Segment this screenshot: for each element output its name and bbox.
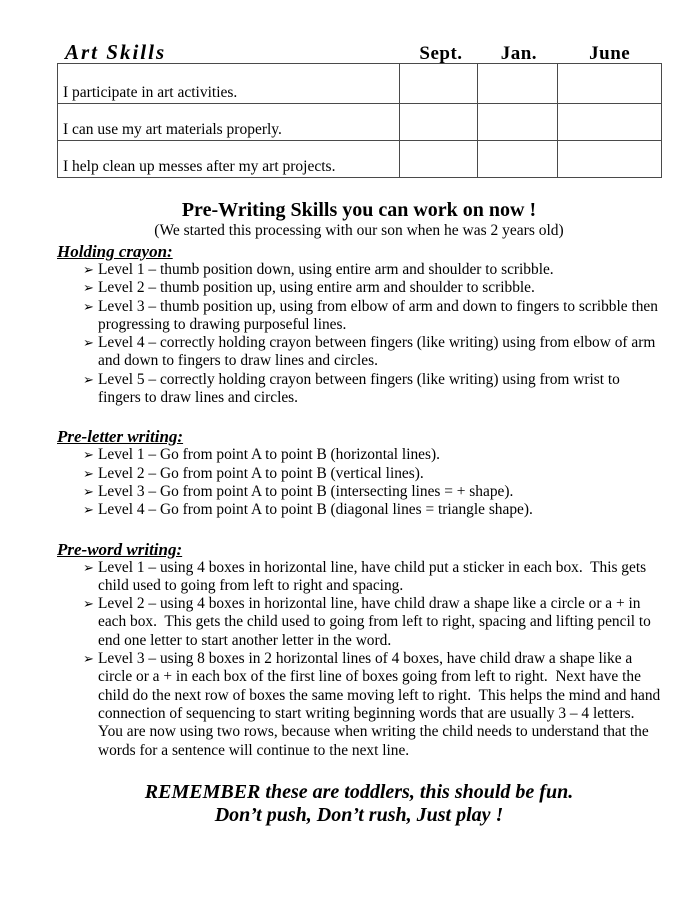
- list-item-text: Level 2 – using 4 boxes in horizontal line, have child draw a shape like a circle or a + in each box. This gets the child used to going from left to right, spacing and lifting pencil to end one letter to start another letter in the word.: [98, 595, 655, 649]
- arrow-bullet-icon: ➢: [83, 597, 94, 613]
- list-item-text: Level 2 – thumb position up, using entire arm and shoulder to scribble.: [98, 279, 535, 297]
- list-item-text: Level 1 – Go from point A to point B (horizontal lines).: [98, 446, 440, 464]
- section-heading: Pre-word writing:: [57, 539, 183, 559]
- list-item-text: Level 3 – Go from point A to point B (intersecting lines = + shape).: [98, 482, 514, 500]
- reminder-line-1: REMEMBER these are toddlers, this should be fun.: [144, 780, 574, 803]
- section-heading: Pre-letter writing:: [57, 427, 184, 447]
- list-item-text: Level 3 – thumb position up, using from elbow of arm and down to fingers to scribble then progressing to drawing purposeful lines.: [98, 297, 662, 333]
- list-item-text: Level 2 – Go from point A to point B (vertical lines).: [98, 464, 424, 482]
- arrow-bullet-icon: ➢: [83, 372, 94, 388]
- list-item: [57, 298, 661, 335]
- list-item-text: Level 5 – correctly holding crayon between fingers (like writing) using from wrist to fingers to draw lines and circles.: [98, 370, 624, 407]
- section-pre-letter-writing: [57, 427, 661, 519]
- section-holding-crayon: [57, 242, 661, 407]
- page-title: Pre-Writing Skills you can work on now !: [181, 199, 537, 221]
- level-list: [57, 261, 661, 407]
- section-heading: Holding crayon:: [57, 242, 173, 261]
- skill-label: I participate in art activities.: [58, 64, 400, 104]
- score-cell-sept-1: [400, 64, 478, 104]
- column-header-sept: Sept.: [419, 43, 463, 64]
- arrow-bullet-icon: ➢: [83, 299, 94, 315]
- list-item: [57, 650, 665, 760]
- list-item-text: Level 3 – using 8 boxes in 2 horizontal lines of 4 boxes, have child draw a shape like a circle or a + in each box of the first line of boxes going from left to right. Next have the child do the next row of boxes the same moving left to right. This helps the mind and hand connection of sequencing to start writing beginning words that are usually 3 – 4 letters. You are now using two rows, because when writing the child needs to understand that the words for a sentence will continue to the next line.: [98, 650, 665, 759]
- list-item: [57, 279, 661, 297]
- reminder-note: [57, 781, 661, 827]
- level-list: [57, 558, 665, 760]
- list-item: [57, 559, 661, 596]
- column-header-jan: Jan.: [500, 43, 538, 64]
- score-cell-jan-3: [478, 141, 558, 178]
- arrow-bullet-icon: ➢: [83, 652, 94, 668]
- arrow-bullet-icon: ➢: [83, 503, 94, 519]
- list-item: [57, 446, 661, 464]
- arrow-bullet-icon: ➢: [83, 448, 94, 464]
- list-item: [57, 465, 661, 483]
- arrow-bullet-icon: ➢: [83, 484, 94, 500]
- table-header-row: [57, 42, 661, 63]
- list-item: [57, 483, 661, 501]
- list-item-text: Level 4 – Go from point A to point B (diagonal lines = triangle shape).: [98, 501, 533, 519]
- arrow-bullet-icon: ➢: [83, 336, 94, 352]
- list-item: [57, 595, 661, 650]
- score-cell-june-1: [558, 64, 662, 104]
- skill-label: I can use my art materials properly.: [58, 104, 400, 141]
- list-item-text: Level 1 – using 4 boxes in horizontal line, have child put a sticker in each box. This gets child used to going from left to right and spacing.: [98, 558, 650, 594]
- section-pre-word-writing: [57, 539, 665, 760]
- column-header-june: June: [589, 43, 631, 64]
- list-item-text: Level 1 – thumb position down, using entire arm and shoulder to scribble.: [98, 261, 554, 278]
- art-skills-title: Art Skills: [65, 40, 167, 64]
- score-cell-june-3: [558, 141, 662, 178]
- table-row: [58, 141, 662, 178]
- table-row: [58, 64, 662, 104]
- arrow-bullet-icon: ➢: [83, 281, 94, 297]
- score-cell-jan-2: [478, 104, 558, 141]
- list-item: [57, 501, 661, 519]
- list-item: [57, 334, 661, 371]
- score-cell-sept-3: [400, 141, 478, 178]
- list-item: [57, 371, 661, 408]
- table-row: [58, 104, 662, 141]
- score-cell-sept-2: [400, 104, 478, 141]
- list-item: [57, 261, 661, 279]
- arrow-bullet-icon: ➢: [83, 560, 94, 576]
- arrow-bullet-icon: ➢: [83, 466, 94, 482]
- list-item-text: Level 4 – correctly holding crayon between fingers (like writing) using from elbow of arm and down to fingers to draw lines and circles.: [98, 334, 660, 370]
- arrow-bullet-icon: ➢: [83, 263, 94, 278]
- reminder-line-2: Don’t push, Don’t rush, Just play !: [214, 803, 504, 826]
- score-cell-june-2: [558, 104, 662, 141]
- level-list: [57, 446, 661, 519]
- page-subtitle: (We started this processing with our son when he was 2 years old): [154, 222, 564, 239]
- art-skills-table: [57, 63, 662, 178]
- score-cell-jan-1: [478, 64, 558, 104]
- skill-label: I help clean up messes after my art projects.: [58, 141, 400, 178]
